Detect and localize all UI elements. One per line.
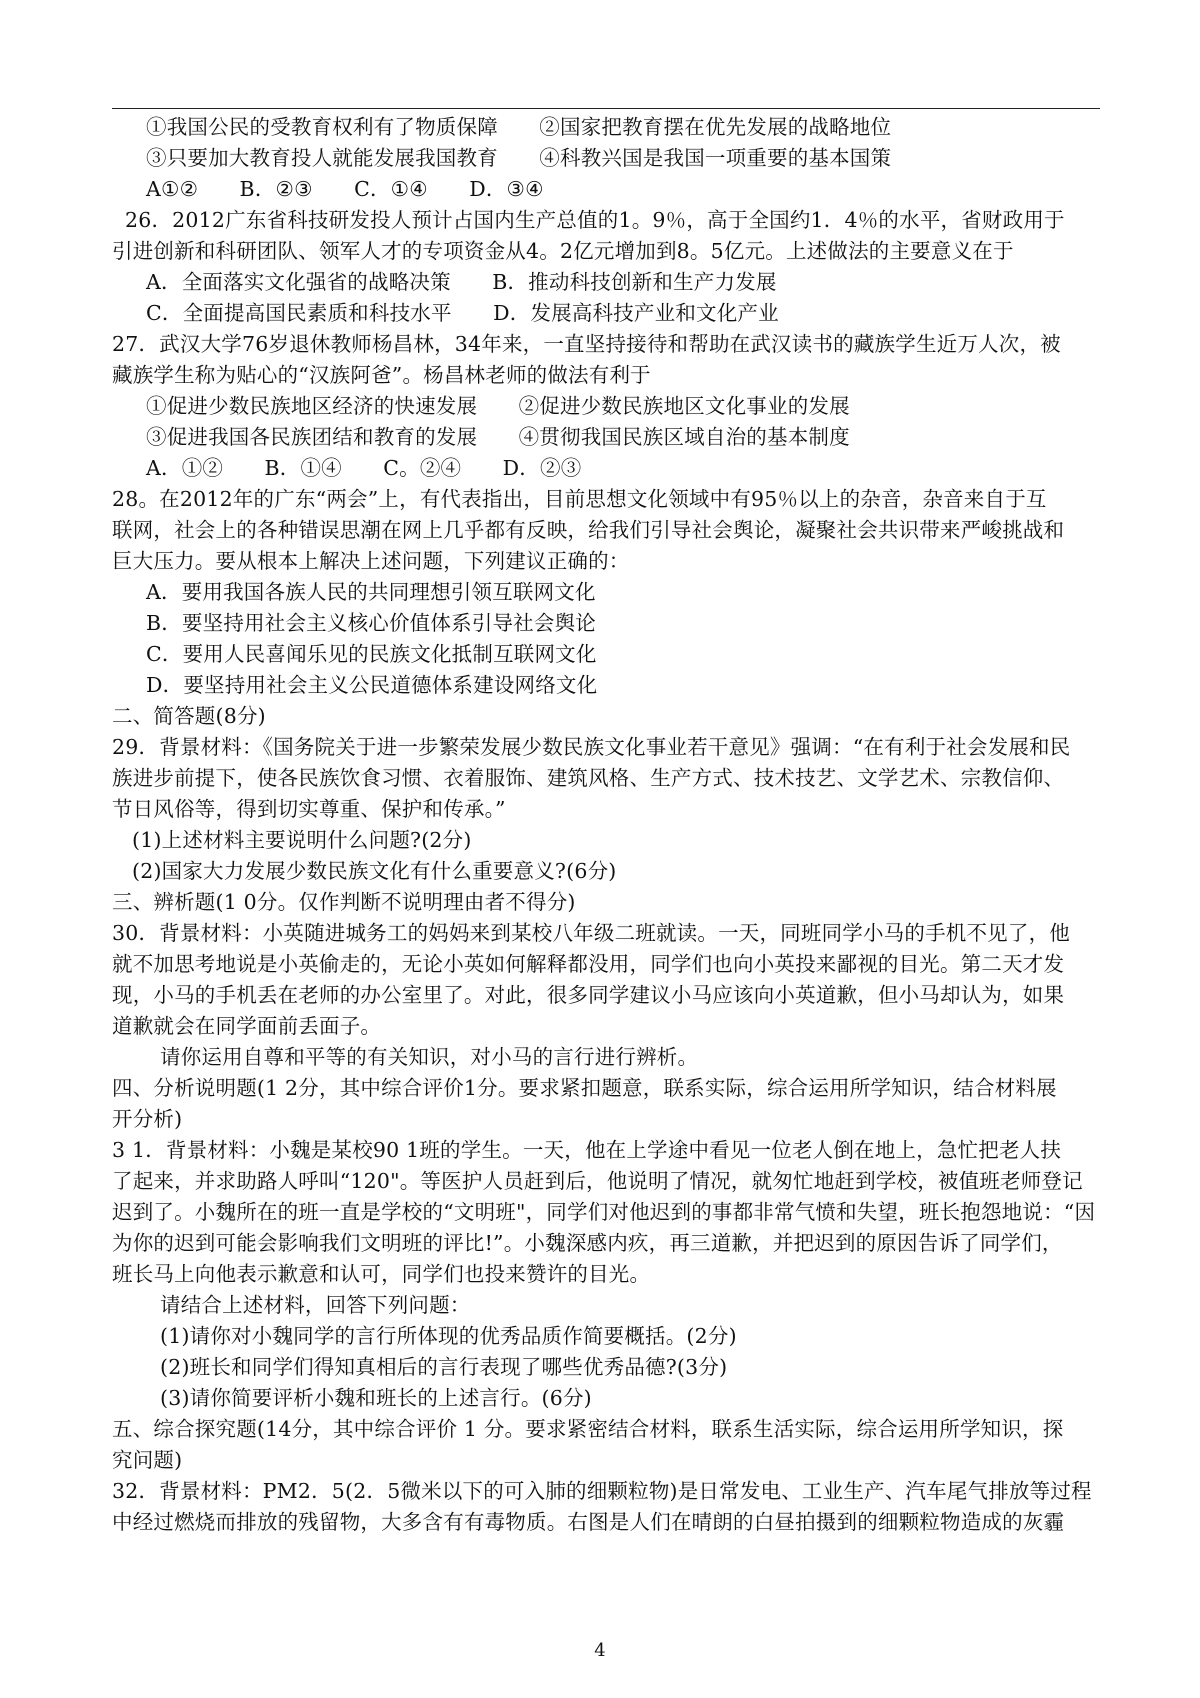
text-line: (2)国家大力发展少数民族文化有什么重要意义?(6分) [132,859,617,883]
text-line: (2)班长和同学们得知真相后的言行表现了哪些优秀品德?(3分) [160,1355,728,1379]
section-heading: 三、辨析题(1 0分。仅作判断不说明理由者不得分) [112,890,576,914]
text-line: 巨大压力。要从根本上解决上述问题，下列建议正确的： [112,549,630,573]
text-line: 族进步前提下，使各民族饮食习惯、衣着服饰、建筑风格、生产方式、技术技艺、文学艺术、宗教信仰、 [112,766,1065,790]
text-line: 为你的迟到可能会影响我们文明班的评比!”。小魏深感内疚，再三道歉，并把迟到的原因告诉了同学们， [112,1231,1063,1255]
question-31: 3 1．背景材料：小魏是某校90 1班的学生。一天，他在上学途中看见一位老人倒在地上，急忙把老人扶 [112,1138,1062,1162]
question-30: 30．背景材料：小英随进城务工的妈妈来到某校八年级二班就读。一天，同班同学小马的手机不见了，他 [112,921,1070,945]
text-line: D．要坚持用社会主义公民道德体系建设网络文化 [146,673,598,697]
section-heading: 四、分析说明题(1 2分，其中综合评价1分。要求紧扣题意，联系实际，综合运用所学知识，结合材料展 [112,1076,1057,1100]
text-line: 究问题) [112,1448,183,1472]
question-29: 29．背景材料：《国务院关于进一步繁荣发展少数民族文化事业若干意见》强调：“在有利于社会发展和民 [112,735,1071,759]
text-line: 开分析) [112,1107,183,1131]
text-line: A．全面落实文化强省的战略决策 B．推动科技创新和生产力发展 [146,270,777,294]
text-line: 了起来，并求助路人呼叫“120"。等医护人员赶到后，他说明了情况，就匆忙地赶到学校，被值班老师登记 [112,1169,1083,1193]
text-line: 节日风俗等，得到切实尊重、保护和传承。” [112,797,506,821]
text-line: 引进创新和科研团队、领军人才的专项资金从4。2亿元增加到8。5亿元。上述做法的主要意义在于 [112,239,1014,263]
text-line: ③只要加大教育投人就能发展我国教育 ④科教兴国是我国一项重要的基本国策 [146,146,892,170]
text-line: 藏族学生称为贴心的“汉族阿爸”。杨昌林老师的做法有利于 [112,363,651,387]
question-26: 26．2012广东省科技研发投人预计占国内生产总值的1。9％，高于全国约1．4％的水平，省财政用于 [125,208,1065,232]
text-line: A．要用我国各族人民的共同理想引领互联网文化 [146,580,596,604]
text-line: 请结合上述材料，回答下列问题： [160,1293,471,1317]
text-line: 中经过燃烧而排放的残留物，大多含有有毒物质。右图是人们在晴朗的白昼拍摄到的细颗粒物造成的灰霾 [112,1510,1065,1534]
text-line: 就不加思考地说是小英偷走的，无论小英如何解释都没用，同学们也向小英投来鄙视的目光。第二天才发 [112,952,1065,976]
text-line: A．①② B．①④ C。②④ D．②③ [146,456,582,480]
text-line: ①我国公民的受教育权利有了物质保障 ②国家把教育摆在优先发展的战略地位 [146,115,892,139]
text-line: 现，小马的手机丢在老师的办公室里了。对此，很多同学建议小马应该向小英道歉，但小马却认为，如果 [112,983,1065,1007]
text-line: ③促进我国各民族团结和教育的发展 ④贯彻我国民族区域自治的基本制度 [146,425,850,449]
text-line: A①② B．②③ C．①④ D．③④ [146,177,544,201]
text-line: (1)上述材料主要说明什么问题?(2分) [132,828,472,852]
section-heading: 二、简答题(8分) [112,704,266,728]
page-number: 4 [594,1640,606,1661]
text-line: (3)请你简要评析小魏和班长的上述言行。(6分) [160,1386,592,1410]
text-line: ①促进少数民族地区经济的快速发展 ②促进少数民族地区文化事业的发展 [146,394,850,418]
text-line: 迟到了。小魏所在的班一直是学校的“文明班"，同学们对他迟到的事都非常气愤和失望，班长抱怨地说：“因 [112,1200,1096,1224]
text-line: 请你运用自尊和平等的有关知识，对小马的言行进行辨析。 [160,1045,699,1069]
text-line: 联网，社会上的各种错误思潮在网上几乎都有反映，给我们引导社会舆论，凝聚社会共识带来严峻挑战和 [112,518,1065,542]
text-line: 班长马上向他表示歉意和认可，同学们也投来赞许的目光。 [112,1262,651,1286]
question-27: 27．武汉大学76岁退休教师杨昌林，34年来，一直坚持接待和帮助在武汉读书的藏族学生近万人次，被 [112,332,1061,356]
text-line: C．要用人民喜闻乐见的民族文化抵制互联网文化 [146,642,597,666]
text-line: C．全面提高国民素质和科技水平 D．发展高科技产业和文化产业 [146,301,779,325]
question-32: 32．背景材料：PM2．5(2．5微米以下的可入肺的细颗粒物)是日常发电、工业生产、汽车尾气排放等过程 [112,1479,1092,1503]
section-heading: 五、综合探究题(14分，其中综合评价 1 分。要求紧密结合材料，联系生活实际，综合运用所学知识，探 [112,1417,1064,1441]
text-line: (1)请你对小魏同学的言行所体现的优秀品质作简要概括。(2分) [160,1324,737,1348]
text-line: B．要坚持用社会主义核心价值体系引导社会舆论 [146,611,596,635]
text-line: 道歉就会在同学面前丢面子。 [112,1014,382,1038]
question-28: 28。在2012年的广东“两会”上，有代表指出，目前思想文化领域中有95％以上的杂音，杂音来自于互 [112,487,1047,511]
header-rule [112,108,1100,109]
